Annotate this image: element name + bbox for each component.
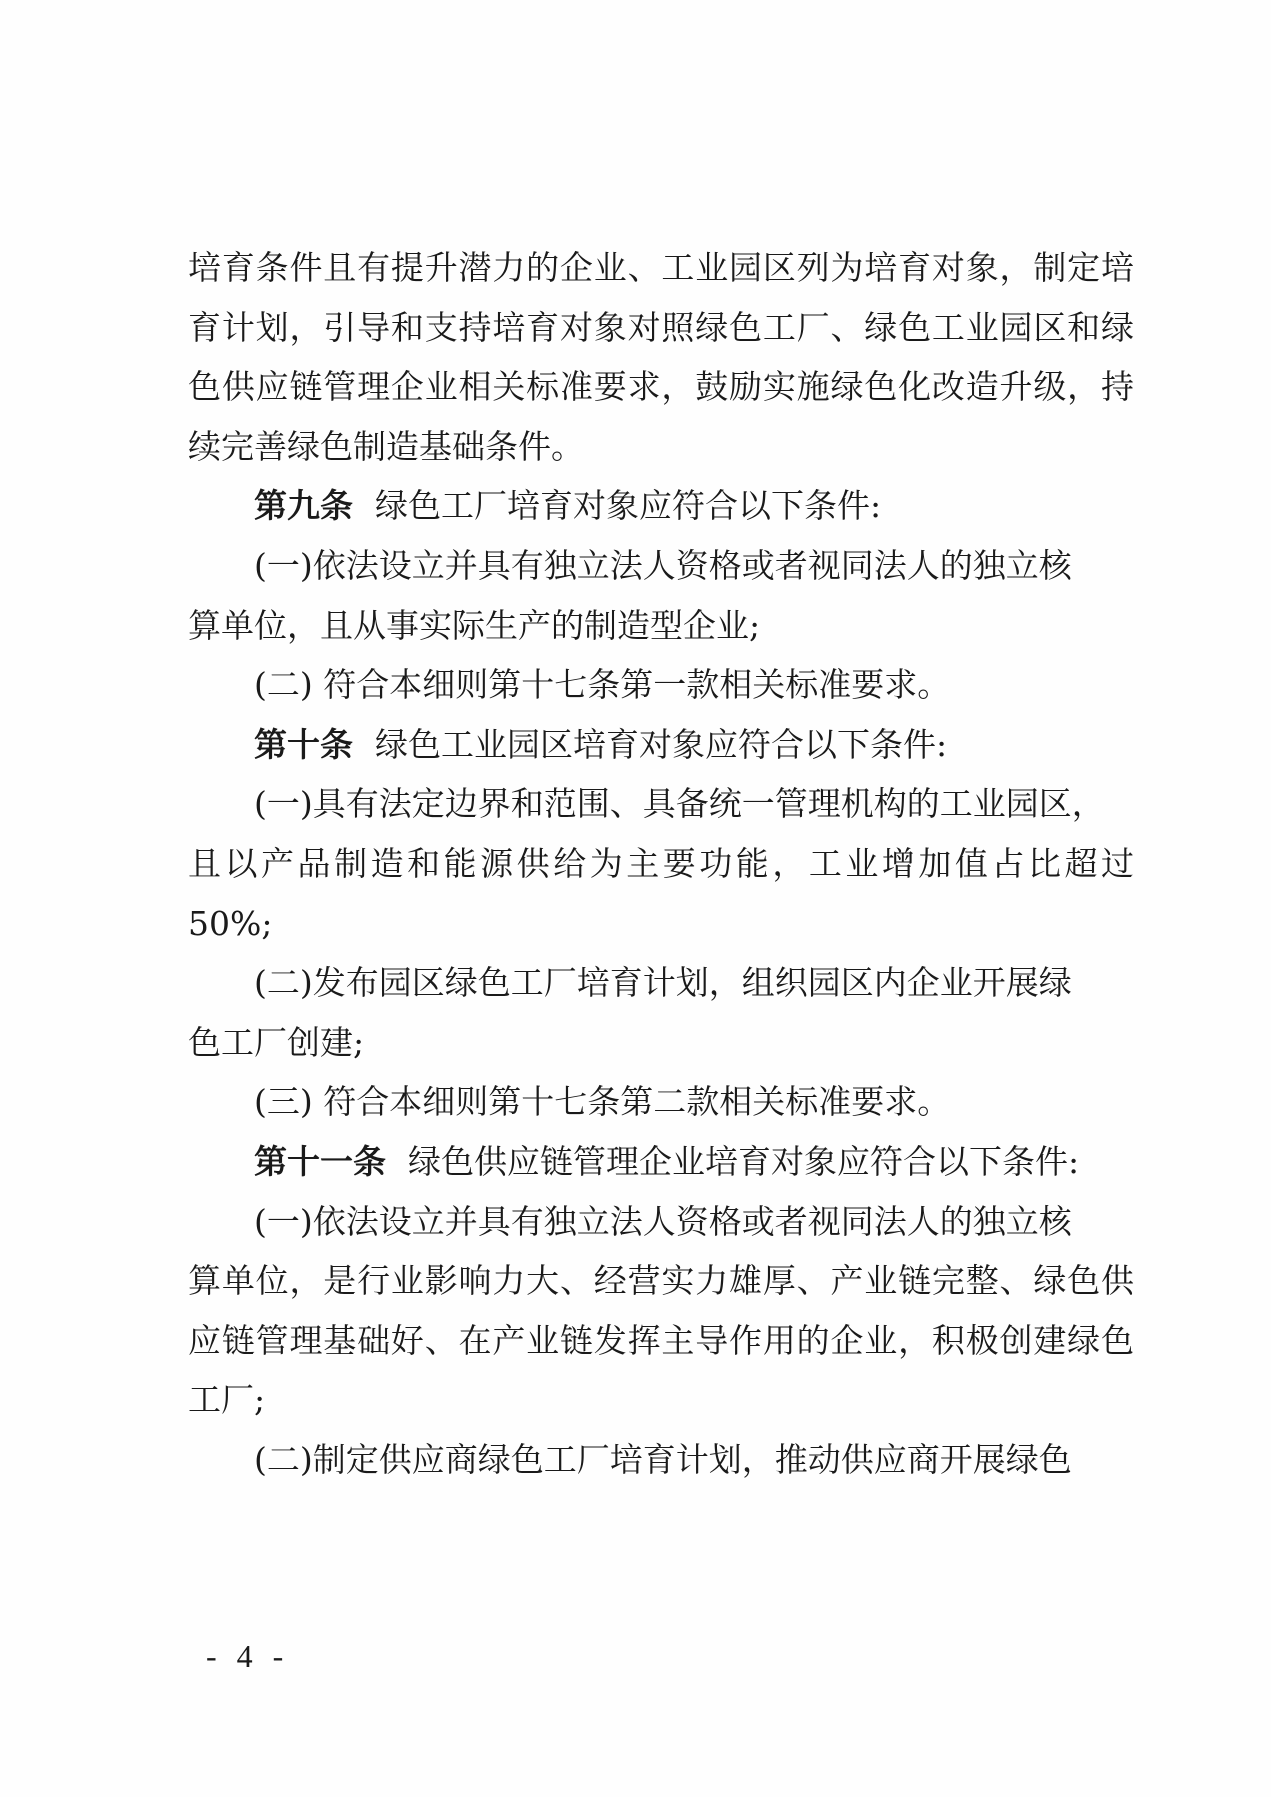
article-11-text: 绿色供应链管理企业培育对象应符合以下条件: [408, 1141, 1080, 1181]
article-11-title: 第十一条 [254, 1141, 386, 1181]
paragraph-line: 色供应链管理企业相关标准要求，鼓励实施绿色化改造升级，持 [188, 367, 1134, 407]
paragraph-line: 算单位，是行业影响力大、经营实力雄厚、产业链完整、绿色供 [188, 1261, 1134, 1301]
paragraph-line: 50%; [188, 903, 273, 943]
paragraph-line: (三) 符合本细则第十七条第二款相关标准要求。 [254, 1082, 951, 1122]
paragraph-line: 色工厂创建; [188, 1022, 365, 1062]
paragraph-line: (二)制定供应商绿色工厂培育计划，推动供应商开展绿色 [254, 1439, 1072, 1479]
paragraph-line: 应链管理基础好、在产业链发挥主导作用的企业，积极创建绿色 [188, 1320, 1134, 1360]
paragraph-line: (一)依法设立并具有独立法人资格或者视同法人的独立核 [254, 545, 1072, 585]
paragraph-line: (二)发布园区绿色工厂培育计划，组织园区内企业开展绿 [254, 963, 1072, 1003]
article-10-text: 绿色工业园区培育对象应符合以下条件: [375, 724, 948, 764]
paragraph-line: 工厂; [188, 1380, 266, 1420]
paragraph-line: 算单位，且从事实际生产的制造型企业; [188, 605, 761, 645]
paragraph-line: 且以产品制造和能源供给为主要功能，工业增加值占比超过 [188, 843, 1134, 883]
article-10-heading [188, 715, 1134, 775]
article-11-heading [188, 1132, 1134, 1192]
paragraph-line: 续完善绿色制造基础条件。 [188, 426, 584, 466]
paragraph-line: (一)依法设立并具有独立法人资格或者视同法人的独立核 [254, 1201, 1072, 1241]
body-text [188, 238, 1134, 1489]
paragraph-line: (一)具有法定边界和范围、具备统一管理机构的工业园区， [254, 784, 1105, 824]
paragraph-line: 培育条件且有提升潜力的企业、工业园区列为培育对象，制定培 [188, 248, 1134, 287]
article-9-title: 第九条 [254, 486, 353, 526]
article-9-heading [188, 476, 1134, 536]
article-9-text: 绿色工厂培育对象应符合以下条件: [375, 486, 882, 526]
paragraph-line: (二) 符合本细则第十七条第一款相关标准要求。 [254, 665, 951, 705]
paragraph-line: 育计划，引导和支持培育对象对照绿色工厂、绿色工业园区和绿 [188, 307, 1134, 347]
article-10-title: 第十条 [254, 724, 353, 764]
page-number: - 4 - [206, 1638, 290, 1674]
